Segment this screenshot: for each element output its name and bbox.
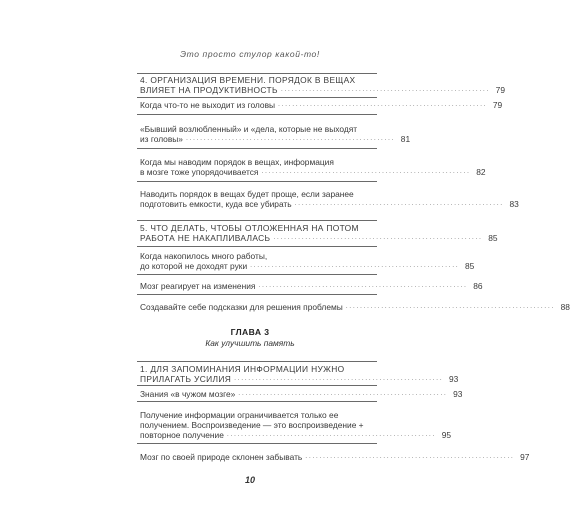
dot-leader: ...........................................................	[345, 303, 555, 310]
toc-entry[interactable]	[140, 452, 530, 462]
toc-entry-line: Мозг реагирует на изменения	[140, 281, 256, 291]
toc-entry[interactable]	[140, 157, 486, 177]
entry-divider	[137, 401, 377, 402]
toc-entry-line: Когда мы наводим порядок в вещах, информация	[140, 157, 334, 167]
dot-leader: ...........................................................	[278, 101, 488, 108]
toc-entry-line: Наводить порядок в вещах будет проще, если заранее	[140, 189, 354, 199]
toc-entry-line: до которой не доходят руки	[140, 261, 248, 271]
toc-page-number: 88	[560, 302, 570, 312]
entry-divider	[137, 114, 377, 115]
toc-entry[interactable]	[140, 410, 452, 440]
chapter-label: ГЛАВА 3	[230, 327, 270, 337]
toc-page-number: 79	[495, 85, 505, 95]
toc-page-number: 83	[509, 199, 519, 209]
entry-divider	[137, 443, 377, 444]
toc-entry-line: «Бывший возлюбленный» и «дела, которые не выходят	[140, 124, 358, 134]
toc-entry-line: Когда накопилось много работы,	[140, 251, 268, 261]
toc-section-4[interactable]	[140, 75, 505, 95]
entry-divider	[137, 148, 377, 149]
dot-leader: ...........................................................	[185, 135, 396, 142]
entry-divider	[137, 246, 377, 247]
toc-entry-line: Знания «в чужом мозге»	[140, 389, 236, 399]
toc-entry-line: из головы»	[140, 134, 183, 144]
toc-entry-line: повторное получение	[140, 430, 224, 440]
toc-section-title-line: 4. ОРГАНИЗАЦИЯ ВРЕМЕНИ. ПОРЯДОК В ВЕЩАХ	[140, 75, 356, 85]
running-header: Это просто стулор какой-то!	[180, 49, 320, 59]
toc-entry[interactable]	[140, 302, 570, 312]
dot-leader: ...........................................................	[238, 390, 448, 397]
toc-section-title-line: 1. ДЛЯ ЗАПОМИНАНИЯ ИНФОРМАЦИИ НУЖНО	[140, 364, 345, 374]
toc-entry-line: Получение информации ограничивается только ее	[140, 410, 339, 420]
toc-entry-line: Мозг по своей природе склонен забывать	[140, 452, 303, 462]
toc-page-number: 97	[520, 452, 530, 462]
dot-leader: ...........................................................	[234, 375, 444, 382]
toc-entry[interactable]	[140, 281, 483, 291]
section-divider	[137, 361, 377, 362]
entry-divider	[137, 181, 377, 182]
dot-leader: ...........................................................	[250, 262, 460, 269]
entry-divider	[137, 294, 377, 295]
toc-entry-line: подготовить емкости, куда все убирать	[140, 199, 292, 209]
dot-leader: ...........................................................	[305, 453, 515, 460]
dot-leader: ...........................................................	[261, 168, 471, 175]
toc-entry-line: в мозге тоже упорядочивается	[140, 167, 259, 177]
toc-entry-line: Создавайте себе подсказки для решения проблемы	[140, 302, 343, 312]
toc-section-1[interactable]	[140, 364, 459, 384]
toc-page-number: 95	[441, 430, 452, 440]
dot-leader: ...........................................................	[258, 282, 468, 289]
toc-page-number: 81	[400, 134, 411, 144]
toc-page-number: 85	[488, 233, 498, 243]
toc-entry[interactable]	[140, 251, 475, 271]
dot-leader: ...........................................................	[226, 431, 437, 438]
toc-entry-line: Когда что-то не выходит из головы	[140, 100, 276, 110]
toc-section-title-line: 5. ЧТО ДЕЛАТЬ, ЧТОБЫ ОТЛОЖЕННАЯ НА ПОТОМ	[140, 223, 359, 233]
dot-leader: ...........................................................	[280, 86, 490, 93]
section-divider	[137, 220, 377, 221]
section-divider	[137, 73, 377, 74]
page-number: 10	[244, 475, 255, 485]
toc-section-title-line: РАБОТА НЕ НАКАПЛИВАЛАСЬ	[140, 233, 271, 243]
toc-entry[interactable]	[140, 189, 519, 209]
toc-section-title-line: ВЛИЯЕТ НА ПРОДУКТИВНОСТЬ	[140, 85, 278, 95]
toc-page-number: 93	[448, 374, 459, 384]
toc-entry[interactable]	[140, 124, 411, 144]
toc-page-number: 86	[473, 281, 483, 291]
toc-page-number: 79	[492, 100, 503, 110]
toc-page-number: 82	[476, 167, 486, 177]
toc-section-title-line: ПРИЛАГАТЬ УСИЛИЯ	[140, 374, 232, 384]
toc-entry[interactable]	[140, 389, 463, 399]
entry-divider	[137, 97, 377, 98]
toc-page-number: 85	[464, 261, 475, 271]
toc-entry-line: получением. Воспроизведение — это воспроизведение +	[140, 420, 364, 430]
toc-section-5[interactable]	[140, 223, 498, 243]
toc-page-number: 93	[453, 389, 463, 399]
entry-divider	[137, 274, 377, 275]
dot-leader: ...........................................................	[273, 234, 483, 241]
entry-divider	[137, 385, 377, 386]
chapter-title: Как улучшить память	[205, 338, 295, 348]
dot-leader: ...........................................................	[294, 200, 504, 207]
toc-entry[interactable]	[140, 100, 503, 110]
